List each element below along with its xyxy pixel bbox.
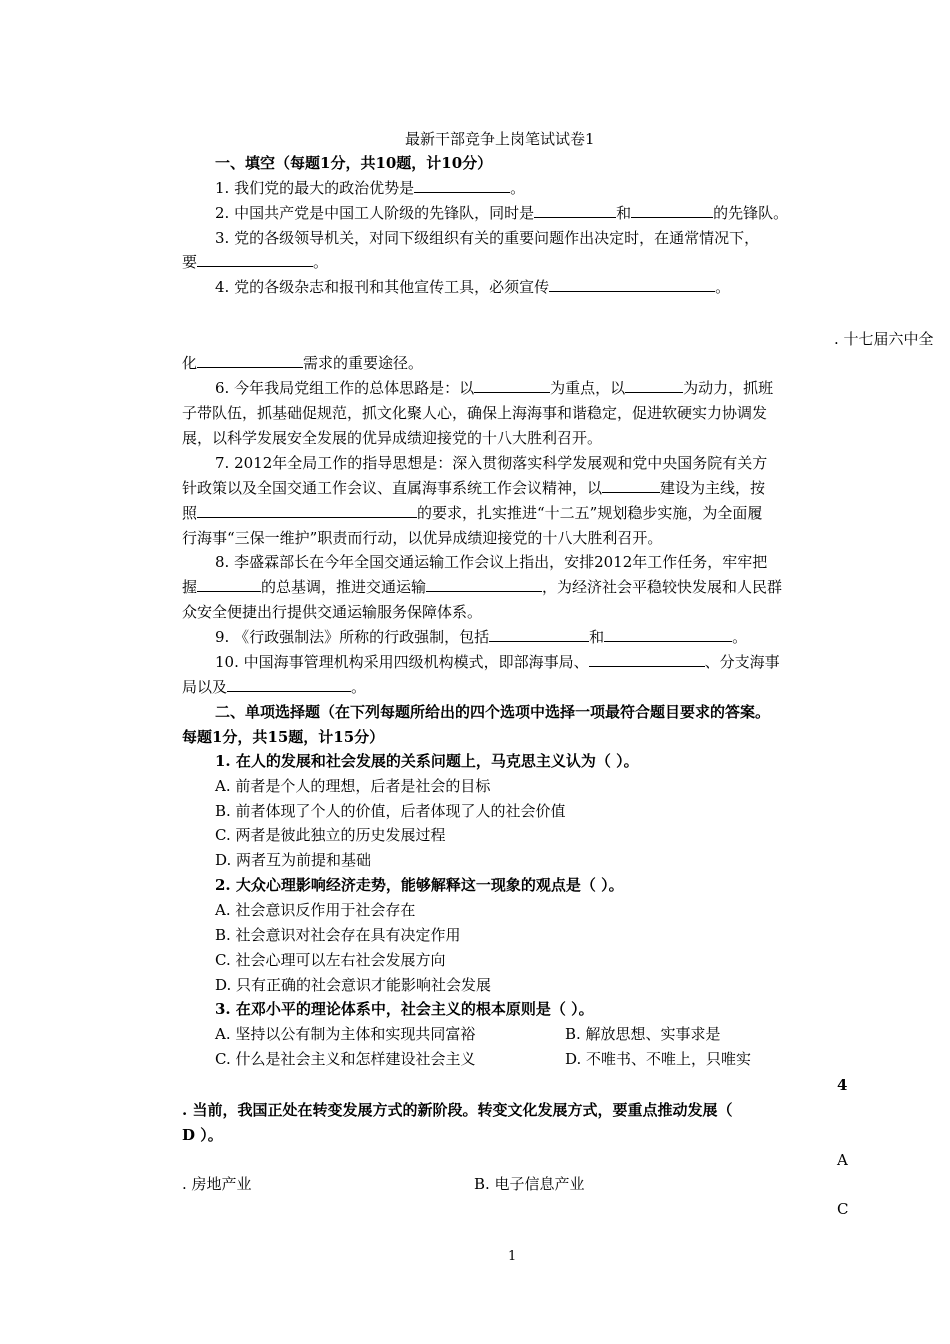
answer-blank <box>474 377 550 393</box>
choice-option: C. 两者是彼此独立的历史发展过程 <box>215 826 446 844</box>
q9-text: 9. 《行政强制法》所称的行政强制，包括 <box>215 628 490 646</box>
choice-option: D. 两者互为前提和基础 <box>215 851 372 869</box>
q9-and: 和 <box>589 628 605 646</box>
choice-option: A. 坚持以公有制为主体和实现共同富裕 <box>215 1025 476 1043</box>
fill-question-1 <box>215 177 525 199</box>
q6-text: 6. 今年我局党组工作的总体思路是：以 <box>215 379 475 397</box>
answer-blank <box>589 651 705 667</box>
q3-end: 。 <box>313 253 329 271</box>
q7-text: 针政策以及全国交通工作会议、直属海事系统工作会议精神，以 <box>182 479 603 497</box>
q8-rest: ，为经济社会平稳较快发展和人民群 <box>542 578 783 596</box>
q4-end: 。 <box>715 278 731 296</box>
fill-question-6-line1 <box>215 377 773 399</box>
q2-end: 的先锋队。 <box>713 204 789 222</box>
fill-question-7-line3 <box>182 502 762 524</box>
choice-option: B. 电子信息产业 <box>474 1175 585 1193</box>
choice-question-2-stem: 2. 大众心理影响经济走势，能够解释这一现象的观点是（ ）。 <box>215 876 624 894</box>
answer-blank <box>197 251 313 267</box>
answer-blank <box>602 477 660 493</box>
fill-question-2 <box>215 202 788 224</box>
choice-option: C. 什么是社会主义和怎样建设社会主义 <box>215 1050 476 1068</box>
answer-blank <box>625 377 683 393</box>
fill-question-10-line2 <box>182 676 366 698</box>
q7-according: 照 <box>182 504 198 522</box>
choice-option: A. 社会意识反作用于社会存在 <box>215 901 416 919</box>
q6-end: 为动力，抓班 <box>683 379 774 397</box>
option-letter: C <box>837 1200 849 1218</box>
fill-question-4 <box>215 276 730 298</box>
answer-blank <box>426 576 542 592</box>
q2-and: 和 <box>616 204 632 222</box>
q8-mid: 的总基调，推进交通运输 <box>261 578 427 596</box>
q10-end: 。 <box>351 678 367 696</box>
choice-option: . 房地产业 <box>182 1175 252 1193</box>
choice-question-4-stem: . 当前，我国正处在转变发展方式的新阶段。转变文化发展方式，要重点推动发展（ <box>182 1101 733 1119</box>
section2-heading-line1: 二、单项选择题（在下列每题所给出的四个选项中选择一项最符合题目要求的答案。 <box>215 703 771 721</box>
q2-text: 2. 中国共产党是中国工人阶级的先锋队，同时是 <box>215 204 535 222</box>
q10-text: 10. 中国海事管理机构采用四级机构模式，即部海事局、 <box>215 653 589 671</box>
choice-option: C. 社会心理可以左右社会发展方向 <box>215 951 446 969</box>
section1-heading: 一、填空（每题1分，共10题，计10分） <box>215 154 493 172</box>
q4-text: 4. 党的各级杂志和报刊和其他宣传工具，必须宣传 <box>215 278 550 296</box>
answer-blank <box>227 676 351 692</box>
q7-mid: 建设为主线，按 <box>660 479 766 497</box>
q5-start: 化 <box>182 354 198 372</box>
fill-question-10-line1 <box>215 651 780 673</box>
answer-blank <box>631 202 713 218</box>
choice-option: D. 只有正确的社会意识才能影响社会发展 <box>215 976 492 994</box>
choice-option: A. 前者是个人的理想，后者是社会的目标 <box>215 777 491 795</box>
section2-heading-line2: 每题1分，共15题，计15分） <box>182 728 385 746</box>
page-number: 1 <box>508 1249 517 1264</box>
q10-mid: 、分支海事 <box>704 653 780 671</box>
answer-blank <box>197 502 417 518</box>
fill-question-7-line1: 7. 2012年全局工作的指导思想是：深入贯彻落实科学发展观和党中央国务院有关方 <box>215 454 768 472</box>
option-letter: A <box>837 1151 848 1169</box>
q8-grasp: 握 <box>182 578 198 596</box>
choice-question-4-number: 4 <box>837 1076 848 1094</box>
choice-option: B. 前者体现了个人的价值，后者体现了人的社会价值 <box>215 802 566 820</box>
answer-blank <box>549 276 715 292</box>
choice-option: B. 解放思想、实事求是 <box>565 1025 721 1043</box>
q1-text: 1. 我们党的最大的政治优势是 <box>215 179 415 197</box>
answer-blank <box>197 352 303 368</box>
choice-option: B. 社会意识对社会存在具有决定作用 <box>215 926 461 944</box>
exam-title: 最新干部竞争上岗笔试试卷1 <box>405 130 595 148</box>
fill-question-7-line4: 行海事“三保一维护”职责而行动，以优异成绩迎接党的十八大胜利召开。 <box>182 529 663 547</box>
fill-question-8-line3: 众安全便捷出行提供交通运输服务保障体系。 <box>182 603 483 621</box>
fill-question-6-line3: 展，以科学发展安全发展的优异成绩迎接党的十八大胜利召开。 <box>182 429 603 447</box>
fill-question-3-line1: 3. 党的各级领导机关，对同下级组织有关的重要问题作出决定时，在通常情况下， <box>215 229 760 247</box>
q5-end: 需求的重要途径。 <box>303 354 424 372</box>
fill-question-5-line1: . 十七届六中全 <box>834 330 934 348</box>
fill-question-6-line2: 子带队伍，抓基础促规范，抓文化聚人心，确保上海海事和谐稳定，促进软硬实力协调发 <box>182 404 768 422</box>
fill-question-5-line2 <box>182 352 423 374</box>
choice-question-1-stem: 1. 在人的发展和社会发展的关系问题上，马克思主义认为（ ）。 <box>215 752 639 770</box>
choice-question-4-answer: D ）。 <box>182 1126 223 1144</box>
fill-question-9 <box>215 626 747 648</box>
q1-end: 。 <box>510 179 526 197</box>
fill-question-3-line2 <box>182 251 328 273</box>
answer-blank <box>197 576 261 592</box>
q7-rest: 的要求，扎实推进“十二五”规划稳步实施，为全面履 <box>417 504 763 522</box>
answer-blank <box>489 626 589 642</box>
fill-question-8-line2 <box>182 576 782 598</box>
fill-question-8-line1: 8. 李盛霖部长在今年全国交通运输工作会议上指出，安排2012年工作任务，牢牢把 <box>215 553 768 571</box>
answer-blank <box>534 202 616 218</box>
q3-want: 要 <box>182 253 198 271</box>
answer-blank <box>414 177 510 193</box>
choice-question-3-stem: 3. 在邓小平的理论体系中，社会主义的根本原则是（ ）。 <box>215 1000 594 1018</box>
fill-question-7-line2 <box>182 477 765 499</box>
q6-mid: 为重点，以 <box>550 379 626 397</box>
answer-blank <box>604 626 732 642</box>
q10-start: 局以及 <box>182 678 228 696</box>
choice-option: D. 不唯书、不唯上，只唯实 <box>565 1050 752 1068</box>
q9-end: 。 <box>732 628 748 646</box>
